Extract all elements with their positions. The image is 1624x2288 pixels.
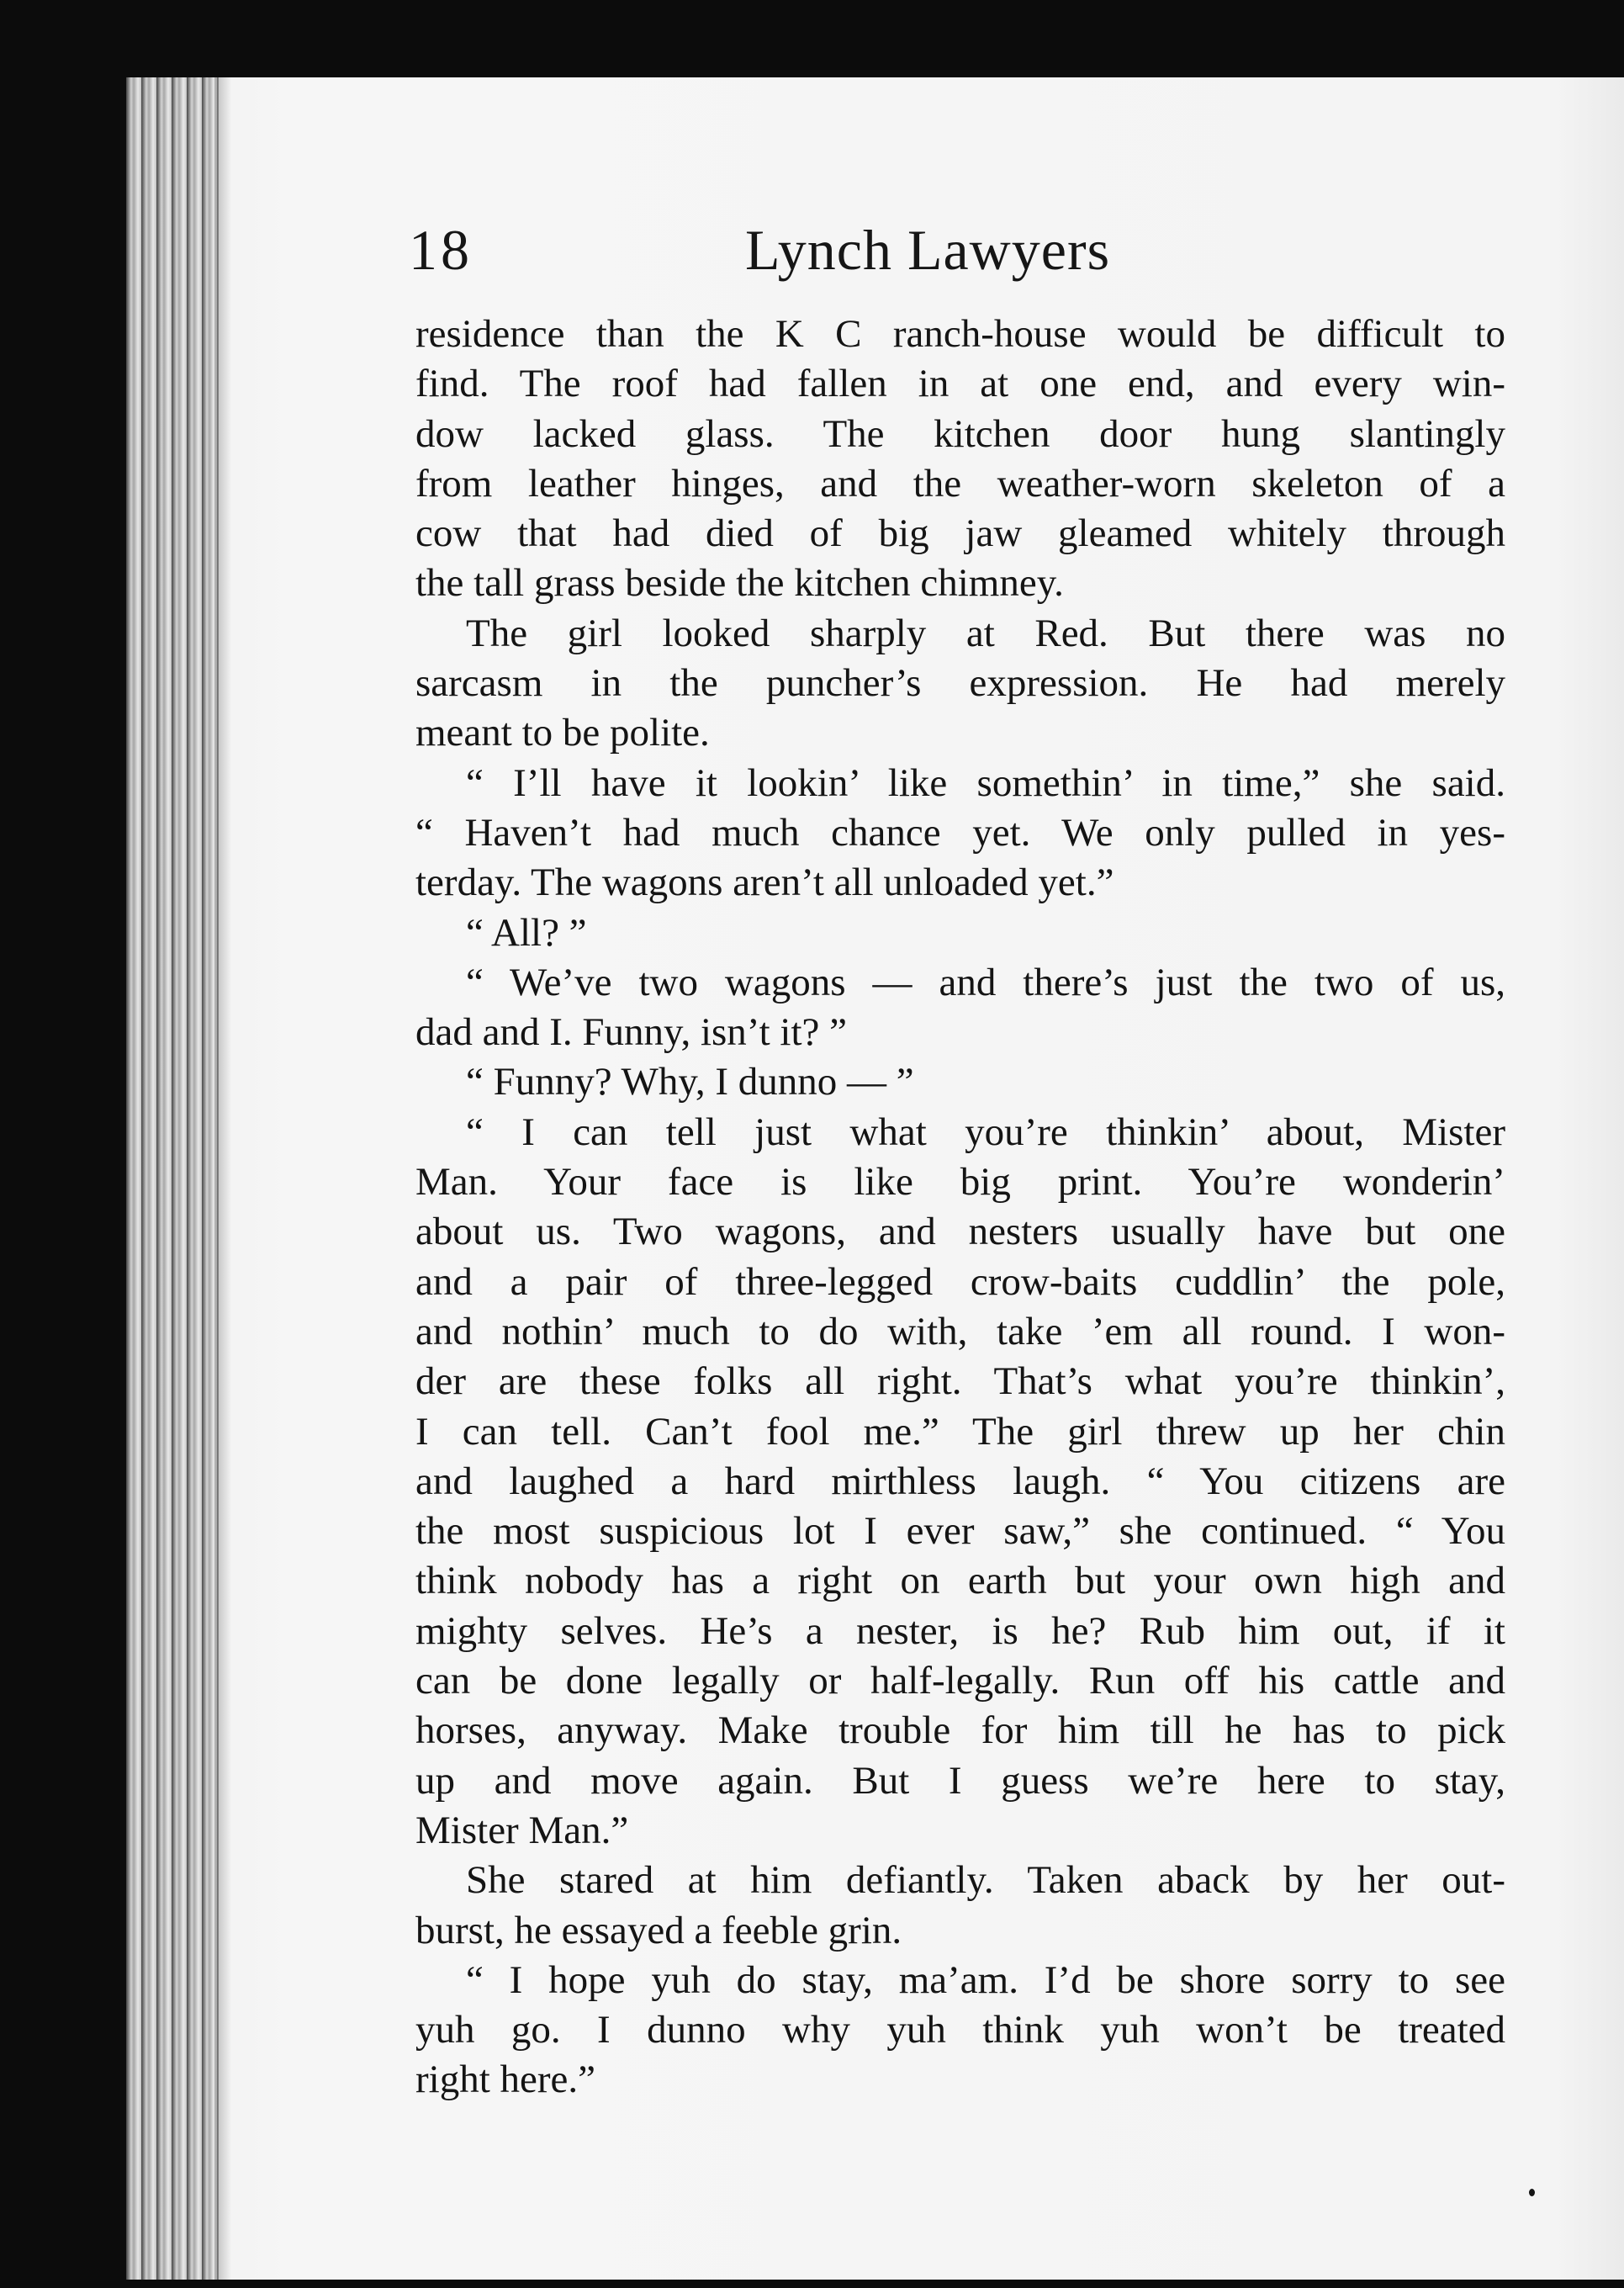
- body-text: [415, 310, 1505, 2105]
- text-line: find. The roof had fallen in at one end, and every win-: [415, 362, 1505, 406]
- text-line: Mister Man.”: [415, 1808, 629, 1852]
- text-line: dad and I. Funny, isn’t it? ”: [415, 1010, 848, 1055]
- scan-speck: [1529, 2189, 1535, 2196]
- text-line: “ Haven’t had much chance yet. We only pulled in yes-: [415, 810, 1505, 855]
- text-line: up and move again. But I guess we’re here to stay,: [415, 1758, 1505, 1803]
- text-line: burst, he essayed a feeble grin.: [415, 1908, 902, 1952]
- text-line: and laughed a hard mirthless laugh. “ You citizens are: [415, 1459, 1505, 1503]
- text-line: dow lacked glass. The kitchen door hung slantingly: [415, 411, 1505, 456]
- text-line: She stared at him defiantly. Taken aback by her out-: [466, 1858, 1505, 1903]
- text-line: sarcasm in the puncher’s expression. He had merely: [415, 661, 1505, 706]
- text-line: “ I hope yuh do stay, ma’am. I’d be shore sorry to see: [466, 1957, 1505, 2002]
- text-line: “ I’ll have it lookin’ like somethin’ in time,” she said.: [466, 760, 1505, 805]
- text-line: right here.”: [415, 2058, 596, 2102]
- text-line: yuh go. I dunno why yuh think yuh won’t be treated: [415, 2008, 1505, 2052]
- text-line: “ All? ”: [466, 910, 587, 955]
- text-line: cow that had died of big jaw gleamed whitely through: [415, 511, 1505, 556]
- text-line: mighty selves. He’s a nester, is he? Rub him out, if it: [415, 1608, 1505, 1653]
- text-line: der are these folks all right. That’s what you’re thinkin’,: [415, 1359, 1505, 1404]
- text-line: “ I can tell just what you’re thinkin’ about, Mister: [466, 1110, 1505, 1154]
- text-line: “ We’ve two wagons — and there’s just the two of us,: [466, 960, 1505, 1004]
- running-header: [409, 217, 1182, 293]
- text-line: and nothin’ much to do with, take ’em all round. I won-: [415, 1309, 1505, 1353]
- text-line: the tall grass beside the kitchen chimney.: [415, 561, 1064, 606]
- text-line: I can tell. Can’t fool me.” The girl threw up her chin: [415, 1409, 1505, 1454]
- text-line: terday. The wagons aren’t all unloaded yet.”: [415, 861, 1114, 905]
- text-line: horses, anyway. Make trouble for him till he has to pick: [415, 1708, 1505, 1753]
- text-line: Man. Your face is like big print. You’re wonderin’: [415, 1160, 1505, 1205]
- text-line: about us. Two wagons, and nesters usually have but one: [415, 1210, 1505, 1254]
- text-line: meant to be polite.: [415, 711, 710, 755]
- text-line: residence than the K C ranch-house would be difficult to: [415, 312, 1505, 356]
- text-line: The girl looked sharply at Red. But there was no: [466, 611, 1505, 655]
- page-number: 18: [409, 218, 473, 282]
- text-line: and a pair of three-legged crow-baits cuddlin’ the pole,: [415, 1259, 1505, 1304]
- book-gutter: [126, 77, 219, 2280]
- gutter-shadow: [214, 77, 231, 2280]
- text-line: “ Funny? Why, I dunno — ”: [466, 1060, 914, 1104]
- text-line: can be done legally or half-legally. Run off his cattle and: [415, 1659, 1505, 1703]
- running-title: Lynch Lawyers: [745, 218, 1111, 282]
- text-line: the most suspicious lot I ever saw,” she continued. “ You: [415, 1509, 1505, 1554]
- text-line: think nobody has a right on earth but your own high and: [415, 1559, 1505, 1603]
- text-line: from leather hinges, and the weather-worn skeleton of a: [415, 461, 1505, 506]
